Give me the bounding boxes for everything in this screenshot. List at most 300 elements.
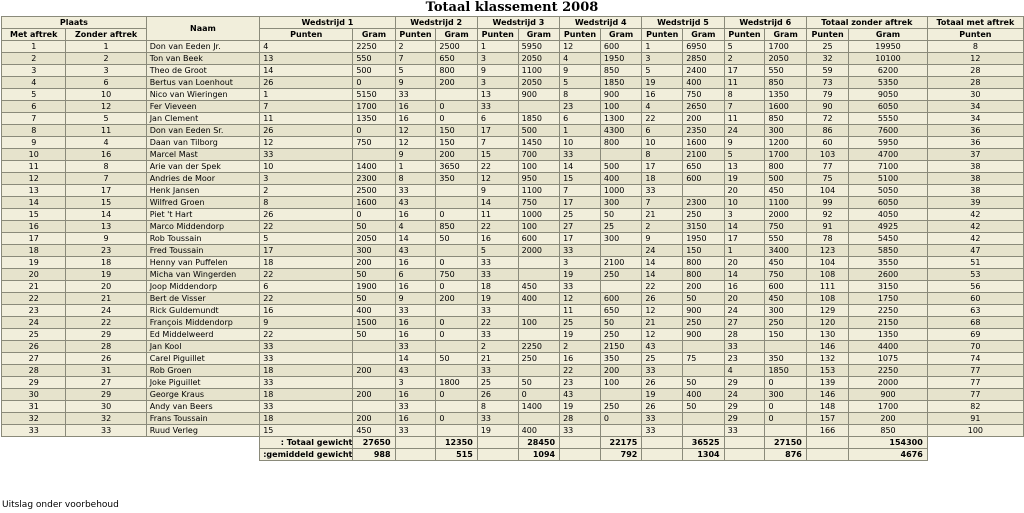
table-cell: 9 — [724, 137, 765, 149]
table-cell: 4 — [642, 101, 683, 113]
table-cell: 153 — [806, 365, 848, 377]
table-cell: 33 — [724, 341, 765, 353]
table-cell: 0 — [436, 317, 477, 329]
table-cell: 26 — [2, 341, 66, 353]
table-cell: 25 — [477, 377, 518, 389]
cell-naam: Carel Piguillet — [146, 353, 260, 365]
header-punten: Punten — [477, 29, 518, 41]
table-cell: 8 — [2, 125, 66, 137]
header-wedstrijd-4: Wedstrijd 4 — [560, 17, 642, 29]
table-cell: 6 — [642, 125, 683, 137]
table-cell: 1200 — [765, 137, 806, 149]
table-row — [2, 329, 1024, 341]
table-cell: 2150 — [849, 317, 928, 329]
table-cell: 13 — [477, 89, 518, 101]
table-cell: 24 — [724, 389, 765, 401]
table-cell: 5 — [560, 77, 601, 89]
table-cell: 3 — [2, 65, 66, 77]
table-cell: 5950 — [518, 41, 559, 53]
table-cell: 1900 — [353, 281, 395, 293]
table-cell: 1 — [2, 41, 66, 53]
table-cell: 129 — [806, 305, 848, 317]
table-cell: 400 — [683, 389, 724, 401]
table-cell: 32 — [2, 413, 66, 425]
footer-value: 36525 — [683, 437, 724, 449]
table-cell: 33 — [260, 401, 353, 413]
table-cell: 1700 — [765, 41, 806, 53]
table-cell: 50 — [600, 317, 641, 329]
table-cell: 3150 — [683, 221, 724, 233]
table-cell: 250 — [683, 317, 724, 329]
table-cell: 750 — [765, 269, 806, 281]
table-cell: 1500 — [353, 317, 395, 329]
table-cell: 900 — [683, 329, 724, 341]
table-cell: 18 — [66, 257, 146, 269]
table-cell: 21 — [66, 293, 146, 305]
table-cell: 16 — [395, 257, 436, 269]
table-cell: 146 — [806, 341, 848, 353]
table-cell: 19 — [560, 401, 601, 413]
table-cell: 33 — [477, 269, 518, 281]
table-cell: 33 — [395, 341, 436, 353]
table-cell — [353, 377, 395, 389]
table-cell: 38 — [927, 173, 1023, 185]
cell-naam: Henk Jansen — [146, 185, 260, 197]
table-cell: 2 — [724, 53, 765, 65]
table-cell: 33 — [642, 365, 683, 377]
table-cell: 38 — [927, 161, 1023, 173]
table-cell: 157 — [806, 413, 848, 425]
table-cell: 21 — [2, 281, 66, 293]
table-cell: 300 — [765, 125, 806, 137]
table-cell: 28 — [724, 329, 765, 341]
table-cell: 12 — [2, 173, 66, 185]
footer-value: 4676 — [849, 449, 928, 461]
table-cell: 21 — [477, 353, 518, 365]
table-cell: 5 — [724, 149, 765, 161]
table-cell: 0 — [518, 389, 559, 401]
table-row — [2, 41, 1024, 53]
table-cell: 42 — [927, 221, 1023, 233]
table-cell: 9 — [560, 65, 601, 77]
table-cell: 33 — [395, 305, 436, 317]
table-cell: 14 — [477, 197, 518, 209]
table-cell — [353, 401, 395, 413]
table-cell: 17 — [2, 233, 66, 245]
table-cell: 36 — [927, 125, 1023, 137]
table-cell: 1600 — [765, 101, 806, 113]
table-cell: 7 — [560, 185, 601, 197]
table-cell: 600 — [518, 233, 559, 245]
header-wedstrijd-2: Wedstrijd 2 — [395, 17, 477, 29]
table-cell: 43 — [395, 365, 436, 377]
table-cell: 11 — [724, 77, 765, 89]
table-cell: 0 — [600, 413, 641, 425]
table-cell: 850 — [765, 113, 806, 125]
table-cell: 14 — [395, 233, 436, 245]
table-cell: 34 — [927, 101, 1023, 113]
table-cell: 10 — [2, 149, 66, 161]
table-cell: 26 — [477, 389, 518, 401]
footer-totaal-row — [2, 437, 1024, 449]
table-cell: 4 — [2, 77, 66, 89]
table-cell: 33 — [642, 413, 683, 425]
table-cell: 37 — [927, 149, 1023, 161]
table-cell: 26 — [260, 125, 353, 137]
footer-value: 27150 — [765, 437, 806, 449]
table-cell: 26 — [260, 209, 353, 221]
table-cell: 0 — [765, 377, 806, 389]
table-cell: 2250 — [518, 341, 559, 353]
table-row — [2, 245, 1024, 257]
table-cell: 74 — [927, 353, 1023, 365]
table-row — [2, 425, 1024, 437]
table-cell: 33 — [66, 425, 146, 437]
table-cell: 90 — [806, 101, 848, 113]
table-cell: 6050 — [849, 101, 928, 113]
table-cell: 17 — [724, 65, 765, 77]
table-cell: 14 — [724, 221, 765, 233]
table-cell: 12 — [642, 305, 683, 317]
header-wedstrijd-5: Wedstrijd 5 — [642, 17, 724, 29]
table-row — [2, 305, 1024, 317]
table-cell: 19 — [642, 77, 683, 89]
table-cell: 9 — [395, 77, 436, 89]
table-cell: 19 — [642, 389, 683, 401]
table-cell: 30 — [927, 89, 1023, 101]
table-cell: 6 — [66, 77, 146, 89]
header-punten: Punten — [642, 29, 683, 41]
table-cell: 7 — [477, 137, 518, 149]
table-cell: 12 — [927, 53, 1023, 65]
table-cell: 22 — [560, 365, 601, 377]
table-cell: 1350 — [353, 113, 395, 125]
table-cell: 43 — [560, 389, 601, 401]
table-cell: 72 — [806, 113, 848, 125]
table-cell: 50 — [353, 293, 395, 305]
table-row — [2, 401, 1024, 413]
cell-naam: Theo de Groot — [146, 65, 260, 77]
table-cell: 0 — [436, 113, 477, 125]
footer-empty — [724, 437, 765, 449]
table-cell — [436, 341, 477, 353]
table-cell: 3 — [66, 65, 146, 77]
table-cell: 5950 — [849, 137, 928, 149]
table-cell: 43 — [395, 245, 436, 257]
table-cell: 53 — [927, 269, 1023, 281]
table-cell: 12 — [260, 137, 353, 149]
table-cell: 750 — [518, 197, 559, 209]
table-cell: 18 — [260, 389, 353, 401]
table-cell: 15 — [260, 425, 353, 437]
table-row — [2, 53, 1024, 65]
header-punten: Punten — [806, 29, 848, 41]
footer-empty — [806, 449, 848, 461]
table-cell: 14 — [395, 353, 436, 365]
table-cell: 19 — [724, 173, 765, 185]
table-cell: 14 — [260, 65, 353, 77]
table-cell: 800 — [600, 137, 641, 149]
cell-naam: Ton van Beek — [146, 53, 260, 65]
table-cell: 70 — [927, 341, 1023, 353]
table-cell: 200 — [683, 281, 724, 293]
table-cell: 9 — [477, 185, 518, 197]
table-cell: 2500 — [436, 41, 477, 53]
table-cell: 400 — [600, 173, 641, 185]
table-cell: 75 — [683, 353, 724, 365]
table-cell: 22 — [642, 281, 683, 293]
table-cell: 8 — [395, 173, 436, 185]
table-cell: 3 — [724, 209, 765, 221]
table-cell: 29 — [2, 377, 66, 389]
table-cell: 800 — [436, 65, 477, 77]
table-cell: 3 — [560, 257, 601, 269]
table-cell: 28 — [2, 365, 66, 377]
table-cell — [683, 425, 724, 437]
table-cell: 16 — [477, 233, 518, 245]
table-cell: 25 — [806, 41, 848, 53]
table-row — [2, 413, 1024, 425]
table-row — [2, 365, 1024, 377]
table-cell: 47 — [927, 245, 1023, 257]
table-cell: 2100 — [600, 257, 641, 269]
table-cell: 16 — [395, 101, 436, 113]
table-cell: 32 — [806, 53, 848, 65]
table-cell: 108 — [806, 269, 848, 281]
header-naam: Naam — [146, 17, 260, 41]
table-cell: 17 — [66, 185, 146, 197]
table-cell: 24 — [2, 317, 66, 329]
table-cell: 750 — [683, 89, 724, 101]
header-punten: Punten — [927, 29, 1023, 41]
table-cell: 16 — [642, 89, 683, 101]
table-cell: 16 — [395, 113, 436, 125]
table-cell: 8 — [724, 89, 765, 101]
table-cell: 300 — [765, 389, 806, 401]
footer-label: gemiddeld gewicht: — [260, 449, 353, 461]
cell-naam: Bert de Visser — [146, 293, 260, 305]
table-cell: 16 — [560, 353, 601, 365]
table-cell: 2600 — [849, 269, 928, 281]
table-row — [2, 377, 1024, 389]
table-cell: 11 — [477, 209, 518, 221]
table-cell: 17 — [642, 161, 683, 173]
table-cell: 86 — [806, 125, 848, 137]
table-cell: 450 — [353, 425, 395, 437]
table-cell: 50 — [683, 293, 724, 305]
table-row — [2, 173, 1024, 185]
cell-naam: Andy van Beers — [146, 401, 260, 413]
table-cell: 120 — [806, 317, 848, 329]
table-cell: 33 — [642, 425, 683, 437]
footer-gemiddeld-row — [2, 449, 1024, 461]
table-cell: 4 — [66, 137, 146, 149]
table-cell: 26 — [642, 293, 683, 305]
table-cell: 6 — [560, 113, 601, 125]
table-cell: 130 — [806, 329, 848, 341]
table-cell: 50 — [353, 221, 395, 233]
table-cell — [600, 281, 641, 293]
footer-value: 27650 — [353, 437, 395, 449]
table-cell: 6200 — [849, 65, 928, 77]
table-cell: 12 — [66, 101, 146, 113]
table-cell: 33 — [477, 257, 518, 269]
table-cell: 2250 — [849, 305, 928, 317]
table-cell: 2050 — [765, 53, 806, 65]
table-cell: 14 — [642, 269, 683, 281]
table-row — [2, 221, 1024, 233]
table-cell: 32 — [66, 413, 146, 425]
table-cell: 60 — [806, 137, 848, 149]
table-cell — [353, 149, 395, 161]
table-cell: 25 — [642, 353, 683, 365]
table-cell: 5100 — [849, 173, 928, 185]
table-cell: 900 — [849, 389, 928, 401]
table-row — [2, 101, 1024, 113]
table-cell: 77 — [927, 377, 1023, 389]
header-gram: Gram — [683, 29, 724, 41]
table-cell: 1 — [724, 245, 765, 257]
table-cell: 16 — [2, 221, 66, 233]
footer-empty — [560, 437, 601, 449]
table-cell: 50 — [600, 209, 641, 221]
table-cell: 33 — [477, 101, 518, 113]
table-cell: 15 — [560, 173, 601, 185]
table-cell: 5 — [477, 245, 518, 257]
footer-empty — [642, 449, 683, 461]
table-cell — [436, 197, 477, 209]
table-cell: 200 — [353, 389, 395, 401]
table-cell: 16 — [395, 317, 436, 329]
table-cell: 8 — [260, 197, 353, 209]
table-cell: 850 — [849, 425, 928, 437]
table-cell: 22 — [2, 293, 66, 305]
table-cell: 14 — [2, 197, 66, 209]
table-cell: 400 — [518, 425, 559, 437]
table-cell: 12 — [642, 329, 683, 341]
table-cell: 10 — [260, 161, 353, 173]
table-cell — [436, 365, 477, 377]
table-cell: 4400 — [849, 341, 928, 353]
table-row — [2, 185, 1024, 197]
table-cell: 6 — [395, 269, 436, 281]
table-cell: 139 — [806, 377, 848, 389]
table-cell: 3 — [477, 77, 518, 89]
header-wedstrijd-1: Wedstrijd 1 — [260, 17, 395, 29]
table-cell — [518, 101, 559, 113]
table-cell: 0 — [436, 209, 477, 221]
table-cell: 1 — [260, 89, 353, 101]
table-cell: 14 — [560, 161, 601, 173]
table-cell: 20 — [724, 185, 765, 197]
table-cell: 18 — [260, 413, 353, 425]
table-cell: 25 — [560, 317, 601, 329]
table-cell: 750 — [353, 137, 395, 149]
table-cell: 100 — [518, 317, 559, 329]
table-cell: 600 — [600, 293, 641, 305]
table-cell: 20 — [724, 257, 765, 269]
table-cell: 30 — [66, 401, 146, 413]
table-cell: 1400 — [518, 401, 559, 413]
table-row — [2, 269, 1024, 281]
table-cell — [518, 269, 559, 281]
table-cell: 7 — [642, 197, 683, 209]
table-cell: 9 — [260, 317, 353, 329]
table-cell: 31 — [66, 365, 146, 377]
table-cell: 2850 — [683, 53, 724, 65]
table-cell: 250 — [600, 401, 641, 413]
table-cell: 0 — [436, 281, 477, 293]
table-cell: 200 — [436, 77, 477, 89]
table-cell: 750 — [765, 221, 806, 233]
table-row — [2, 281, 1024, 293]
table-cell: 73 — [806, 77, 848, 89]
cell-naam: Jan Kool — [146, 341, 260, 353]
table-cell: 0 — [353, 209, 395, 221]
header-gram: Gram — [765, 29, 806, 41]
table-cell: 1100 — [765, 197, 806, 209]
table-cell: 22 — [477, 161, 518, 173]
table-cell: 7 — [2, 113, 66, 125]
table-cell: 19 — [2, 257, 66, 269]
cell-naam: George Kraus — [146, 389, 260, 401]
table-row — [2, 161, 1024, 173]
table-cell: 0 — [436, 257, 477, 269]
table-cell: 26 — [66, 353, 146, 365]
cell-naam: Micha van Wingerden — [146, 269, 260, 281]
table-cell: 22 — [260, 221, 353, 233]
table-cell: 17 — [724, 233, 765, 245]
table-cell: 27 — [560, 221, 601, 233]
table-cell: 1800 — [436, 377, 477, 389]
table-cell: 9 — [395, 293, 436, 305]
table-cell: 28 — [927, 65, 1023, 77]
table-cell: 27 — [724, 317, 765, 329]
table-cell: 33 — [560, 425, 601, 437]
table-cell: 31 — [2, 401, 66, 413]
table-cell — [436, 245, 477, 257]
table-cell: 25 — [600, 221, 641, 233]
table-cell: 850 — [600, 65, 641, 77]
table-cell: 250 — [683, 209, 724, 221]
footer-spacer — [2, 437, 260, 449]
table-cell: 111 — [806, 281, 848, 293]
footer-value: 22175 — [600, 437, 641, 449]
table-cell: 33 — [395, 89, 436, 101]
table-cell: 24 — [66, 305, 146, 317]
table-cell: 650 — [600, 305, 641, 317]
table-cell: 21 — [642, 317, 683, 329]
table-cell: 8 — [927, 41, 1023, 53]
table-cell: 15 — [477, 149, 518, 161]
cell-naam: Ruud Verleg — [146, 425, 260, 437]
table-cell: 0 — [765, 413, 806, 425]
table-cell: 11 — [724, 113, 765, 125]
table-cell: 12 — [395, 137, 436, 149]
table-cell: 20 — [2, 269, 66, 281]
header-zonder-aftrek: Zonder aftrek — [66, 29, 146, 41]
table-cell — [436, 89, 477, 101]
table-cell: 16 — [260, 305, 353, 317]
table-cell: 9 — [395, 149, 436, 161]
table-cell: 33 — [560, 245, 601, 257]
table-cell: 19 — [560, 269, 601, 281]
table-cell: 11 — [2, 161, 66, 173]
table-cell: 450 — [765, 185, 806, 197]
table-cell: 250 — [518, 353, 559, 365]
table-cell: 1850 — [600, 77, 641, 89]
table-cell: 18 — [477, 281, 518, 293]
